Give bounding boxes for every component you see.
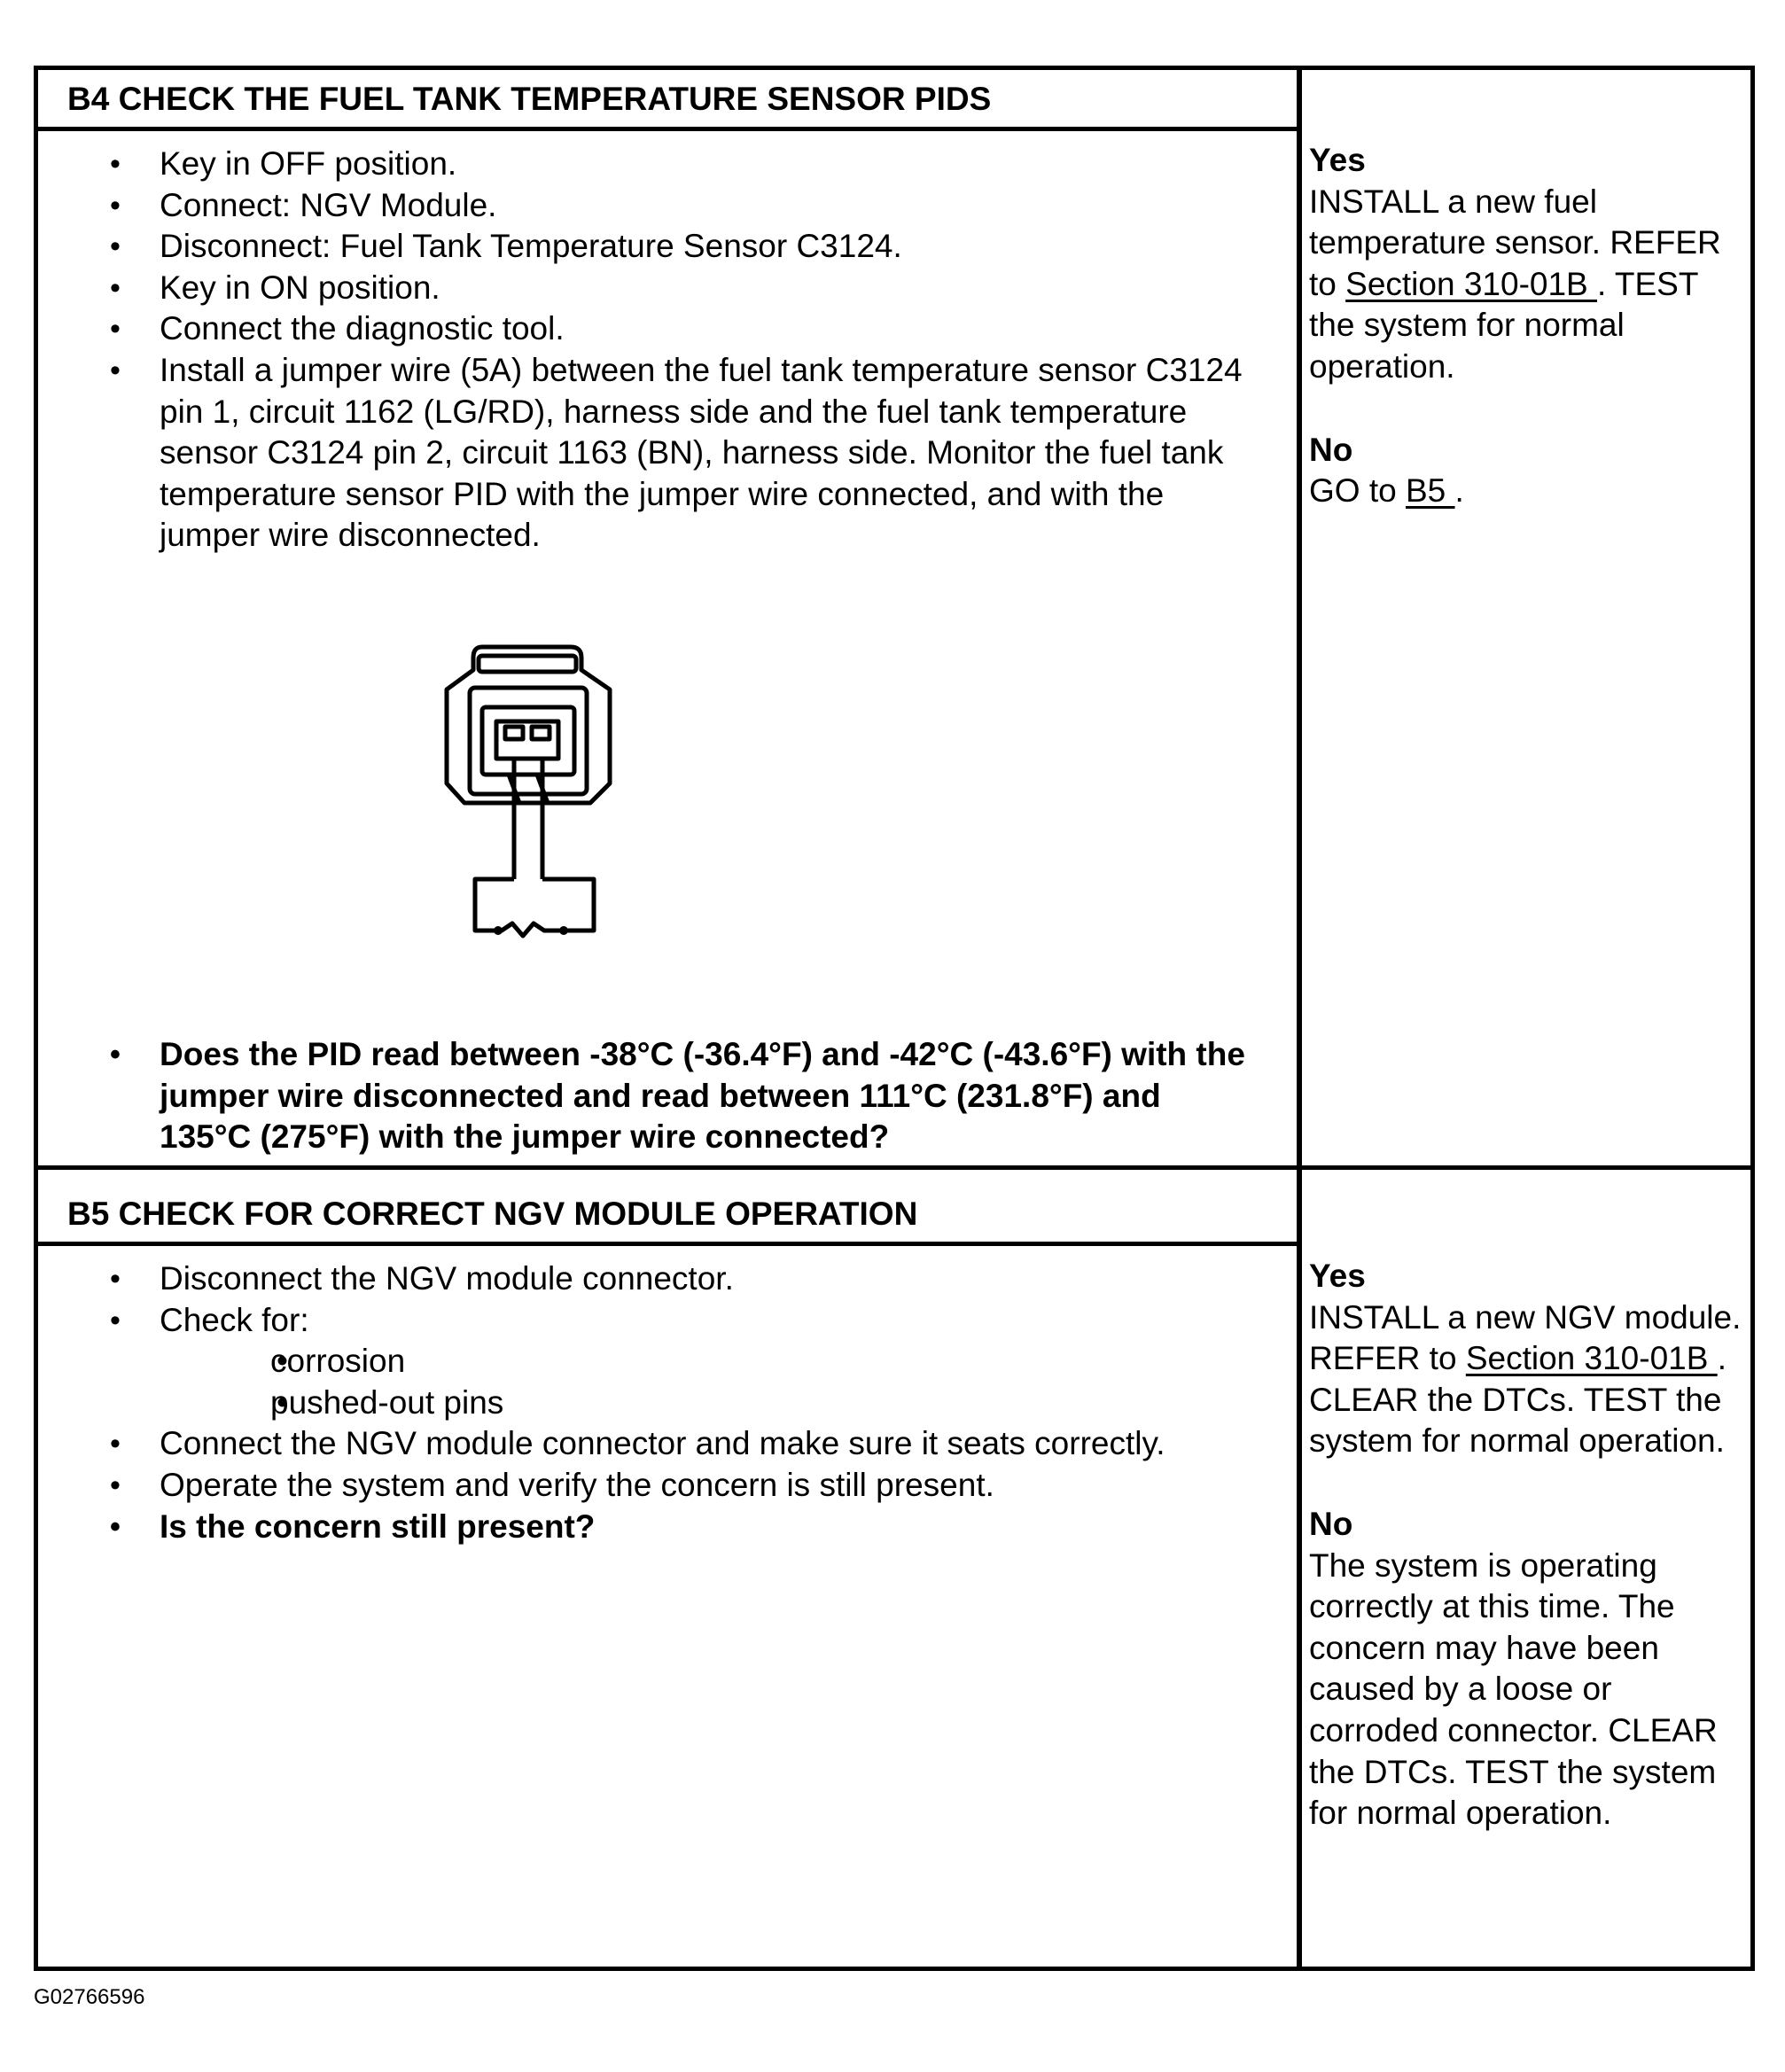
- step-b5-title: B5 CHECK FOR CORRECT NGV MODULE OPERATION: [67, 1196, 918, 1232]
- no-label: No: [1309, 1505, 1353, 1542]
- b5-link[interactable]: B5: [1405, 472, 1455, 510]
- step-b4-question: • Does the PID read between -38°C (-36.4°F) and -42°C (-43.6°F) with the jumper wire disconnected and read between 111°C (231.8°F) and 135°C (275°F) with the jumper wire connected?: [106, 1034, 1259, 1158]
- list-item: • Connect the diagnostic tool.: [106, 308, 1259, 350]
- list-item: • Key in ON position.: [106, 268, 1259, 309]
- no-text: The system is operating correctly at this time. The concern may have been caused by a loose or corroded connector. CLEAR the DTCs. TEST the system for normal operation.: [1309, 1546, 1718, 1832]
- step-b4-question-list: [106, 1034, 1259, 1158]
- list-item: • Operate the system and verify the concern is still present.: [106, 1465, 1259, 1507]
- yes-label: Yes: [1309, 1258, 1366, 1294]
- list-item: • Connect the NGV module connector and make sure it seats correctly.: [106, 1423, 1223, 1465]
- list-item: • Check for: • corrosion • pushed-out pins: [106, 1300, 1259, 1424]
- connector-jumper-diagram: [443, 631, 620, 950]
- check-for-sublist: [160, 1341, 1259, 1423]
- section-310-01b-link[interactable]: Section 310-01B: [1345, 265, 1597, 302]
- list-item: • corrosion: [160, 1341, 1259, 1383]
- list-item: • Install a jumper wire (5A) between the fuel tank temperature sensor C3124 pin 1, circuit 1162 (LG/RD), harness side and the fuel tank temperature sensor C3124 pin 2, circuit 1163 (BN), harness side. Monitor the fuel tank temperature sensor PID with the jumper wire connected, and with the jumper wire disconnected.: [106, 350, 1259, 557]
- list-item: • Connect: NGV Module.: [106, 185, 1259, 227]
- row-divider: [34, 1165, 1755, 1170]
- step-b4-results: Yes INSTALL a new fuel temperature sensor. REFER to Section 310-01B . TEST the system for normal operation. No GO to B5 .: [1309, 140, 1748, 512]
- list-item: • pushed-out pins: [160, 1383, 1259, 1424]
- column-divider: [1297, 66, 1302, 1971]
- step-b5-actions: [106, 1258, 1259, 1547]
- step-b5-results: Yes INSTALL a new NGV module. REFER to Section 310-01B . CLEAR the DTCs. TEST the system for normal operation. No The system is operating correctly at this time. The concern may have been caused by a loose or corroded connector. CLEAR the DTCs. TEST the system for normal operation.: [1309, 1256, 1748, 1834]
- list-item: • Key in OFF position.: [106, 144, 1259, 185]
- step-b4-actions: [106, 144, 1259, 557]
- figure-id: G02766596: [34, 1985, 145, 2009]
- no-label: No: [1309, 431, 1353, 468]
- b5-title-divider: [34, 1242, 1301, 1246]
- step-b5-question: • Is the concern still present?: [106, 1507, 1259, 1548]
- list-item: • Disconnect the NGV module connector.: [106, 1258, 1259, 1300]
- step-b4-title: B4 CHECK THE FUEL TANK TEMPERATURE SENSOR PIDS: [67, 81, 992, 117]
- list-item: • Disconnect: Fuel Tank Temperature Sensor C3124.: [106, 226, 1259, 268]
- section-310-01b-link[interactable]: Section 310-01B: [1465, 1340, 1718, 1377]
- b4-title-divider: [34, 127, 1301, 131]
- yes-label: Yes: [1309, 142, 1366, 178]
